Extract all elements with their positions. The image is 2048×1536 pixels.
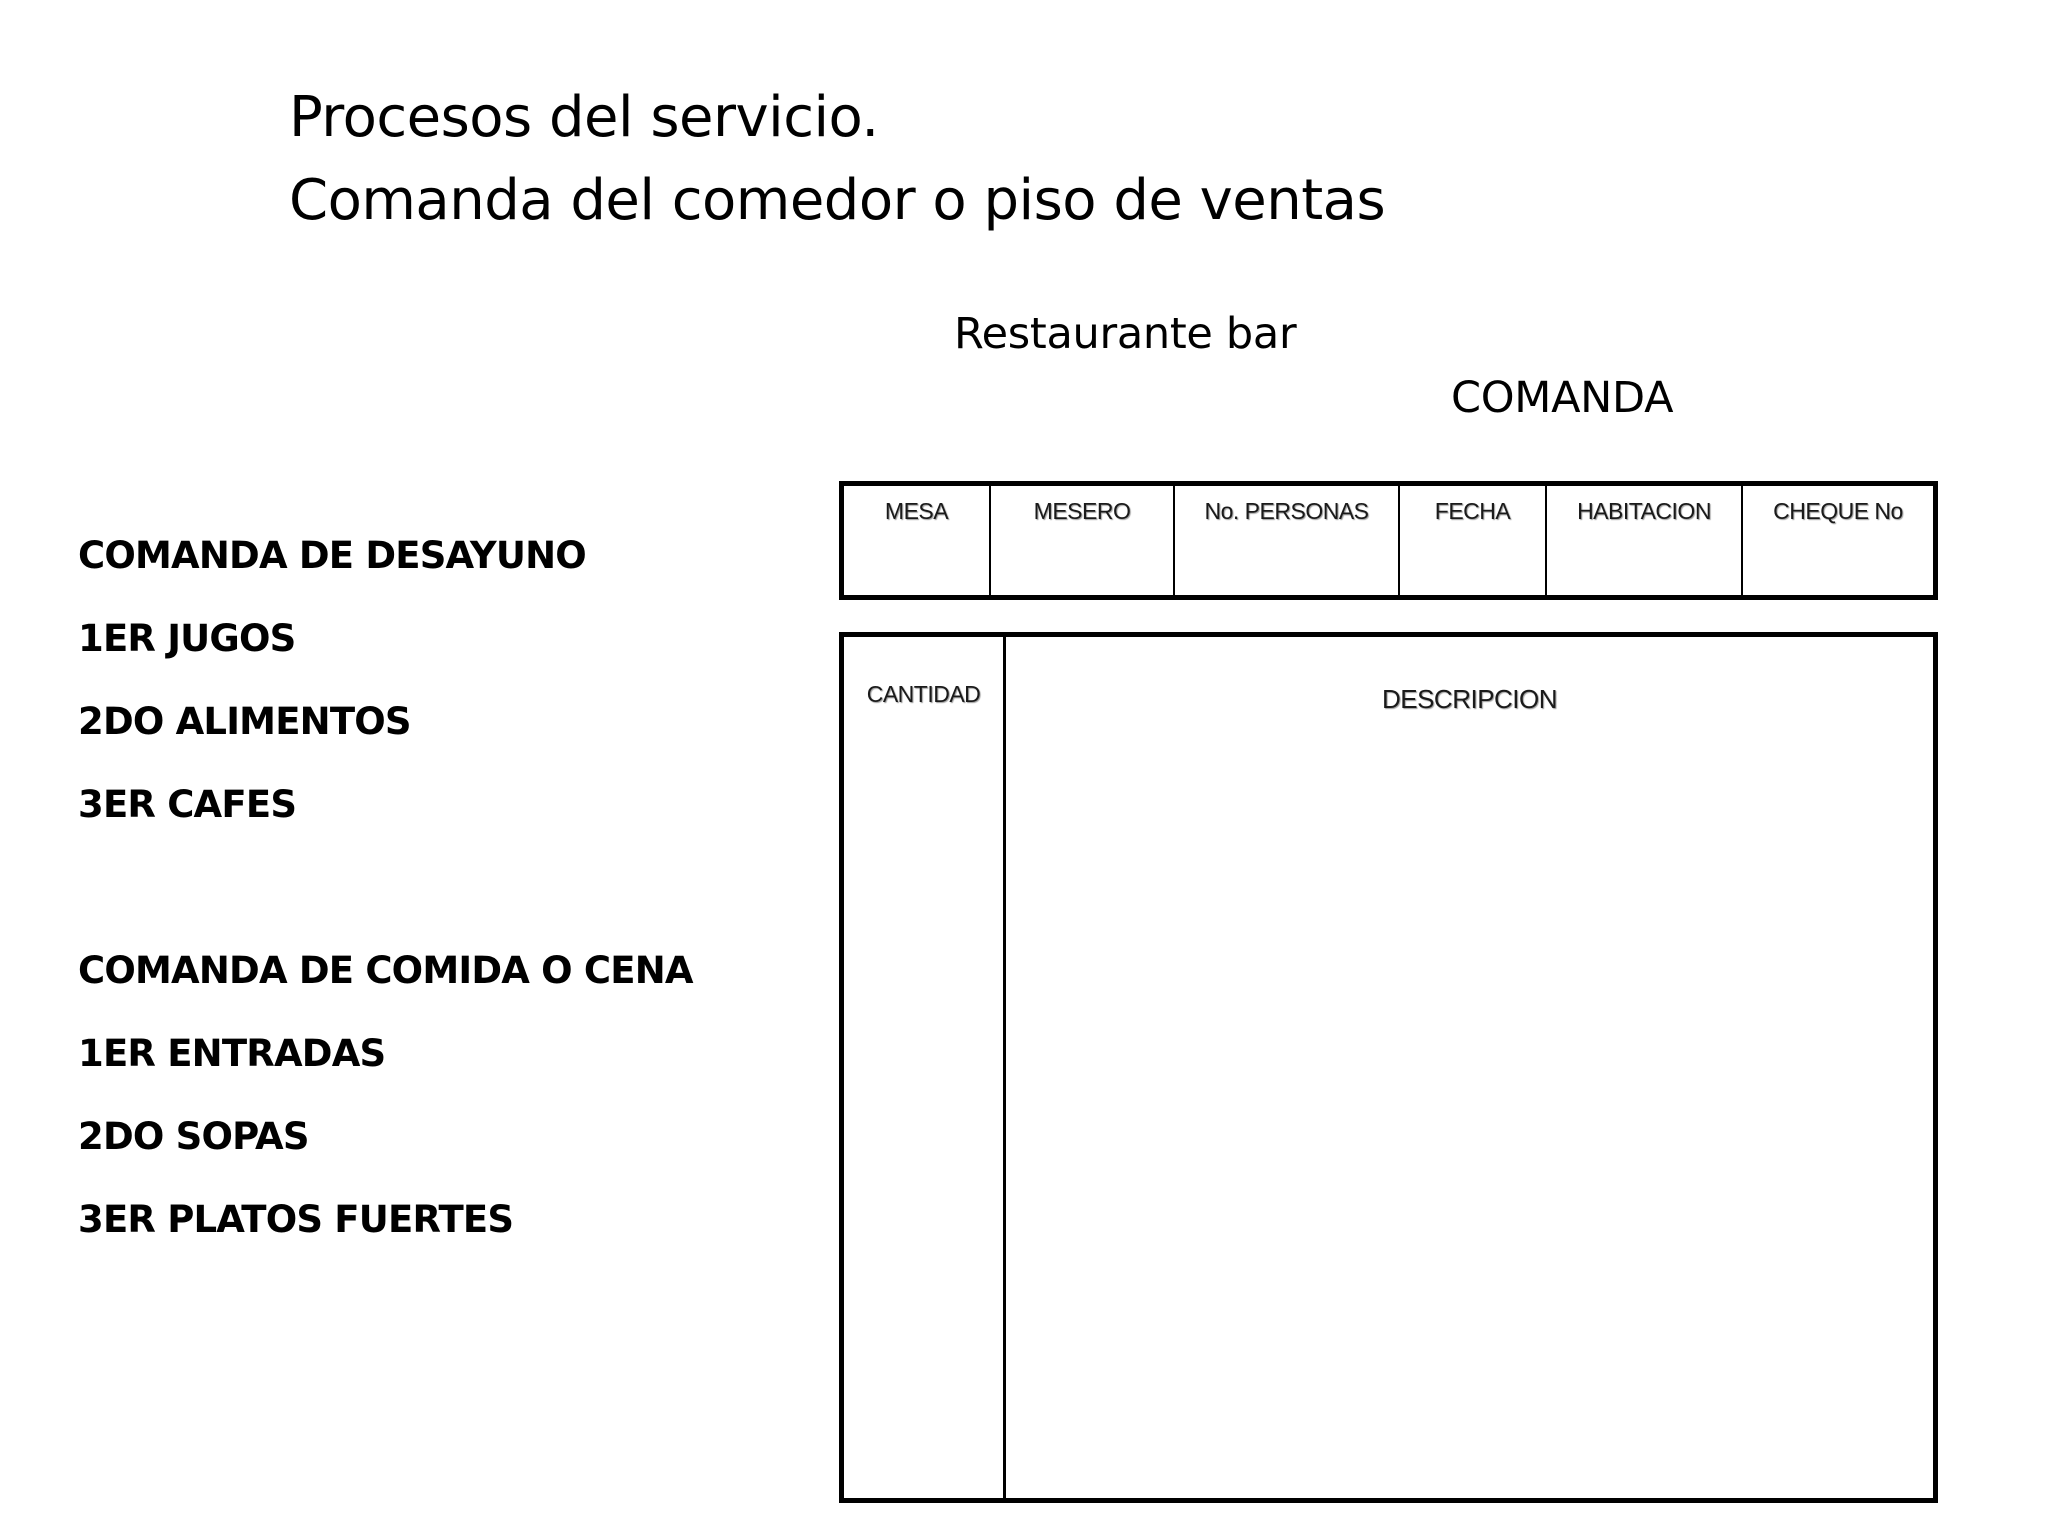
header-cell-habitacion (1547, 486, 1743, 595)
description-column (1006, 637, 1933, 1498)
order-header-table (839, 481, 1938, 600)
quantity-column (844, 637, 1006, 1498)
dinner-step-1: 1ER ENTRADAS (78, 1032, 386, 1075)
dinner-step-2: 2DO SOPAS (78, 1115, 309, 1158)
header-label-personas: No. PERSONAS (1204, 498, 1369, 524)
header-label-mesero: MESERO (1033, 498, 1131, 524)
header-label-fecha: FECHA (1434, 498, 1511, 524)
breakfast-step-3: 3ER CAFES (78, 783, 297, 826)
comanda-label: COMANDA (1451, 373, 1674, 423)
header-cell-personas (1175, 486, 1400, 595)
header-label-habitacion: HABITACION (1577, 498, 1711, 524)
slide-title-line-2: Comanda del comedor o piso de ventas (289, 168, 1386, 233)
breakfast-step-1: 1ER JUGOS (78, 617, 296, 660)
quantity-header: CANTIDAD (866, 681, 981, 707)
slide-title-line-1: Procesos del servicio. (289, 85, 879, 150)
order-items-table (839, 632, 1938, 1503)
header-label-cheque: CHEQUE No (1773, 498, 1903, 524)
slide-title (289, 76, 1689, 242)
breakfast-step-2: 2DO ALIMENTOS (78, 700, 411, 743)
description-header: DESCRIPCION (1381, 684, 1558, 714)
header-label-mesa: MESA (884, 498, 949, 524)
header-cell-fecha (1400, 486, 1547, 595)
header-cell-cheque (1743, 486, 1933, 595)
breakfast-heading: COMANDA DE DESAYUNO (78, 534, 586, 577)
dinner-heading: COMANDA DE COMIDA O CENA (78, 949, 693, 992)
header-cell-mesa (844, 486, 991, 595)
header-cell-mesero (991, 486, 1175, 595)
restaurant-name: Restaurante bar (954, 309, 1297, 359)
dinner-step-3: 3ER PLATOS FUERTES (78, 1198, 514, 1241)
